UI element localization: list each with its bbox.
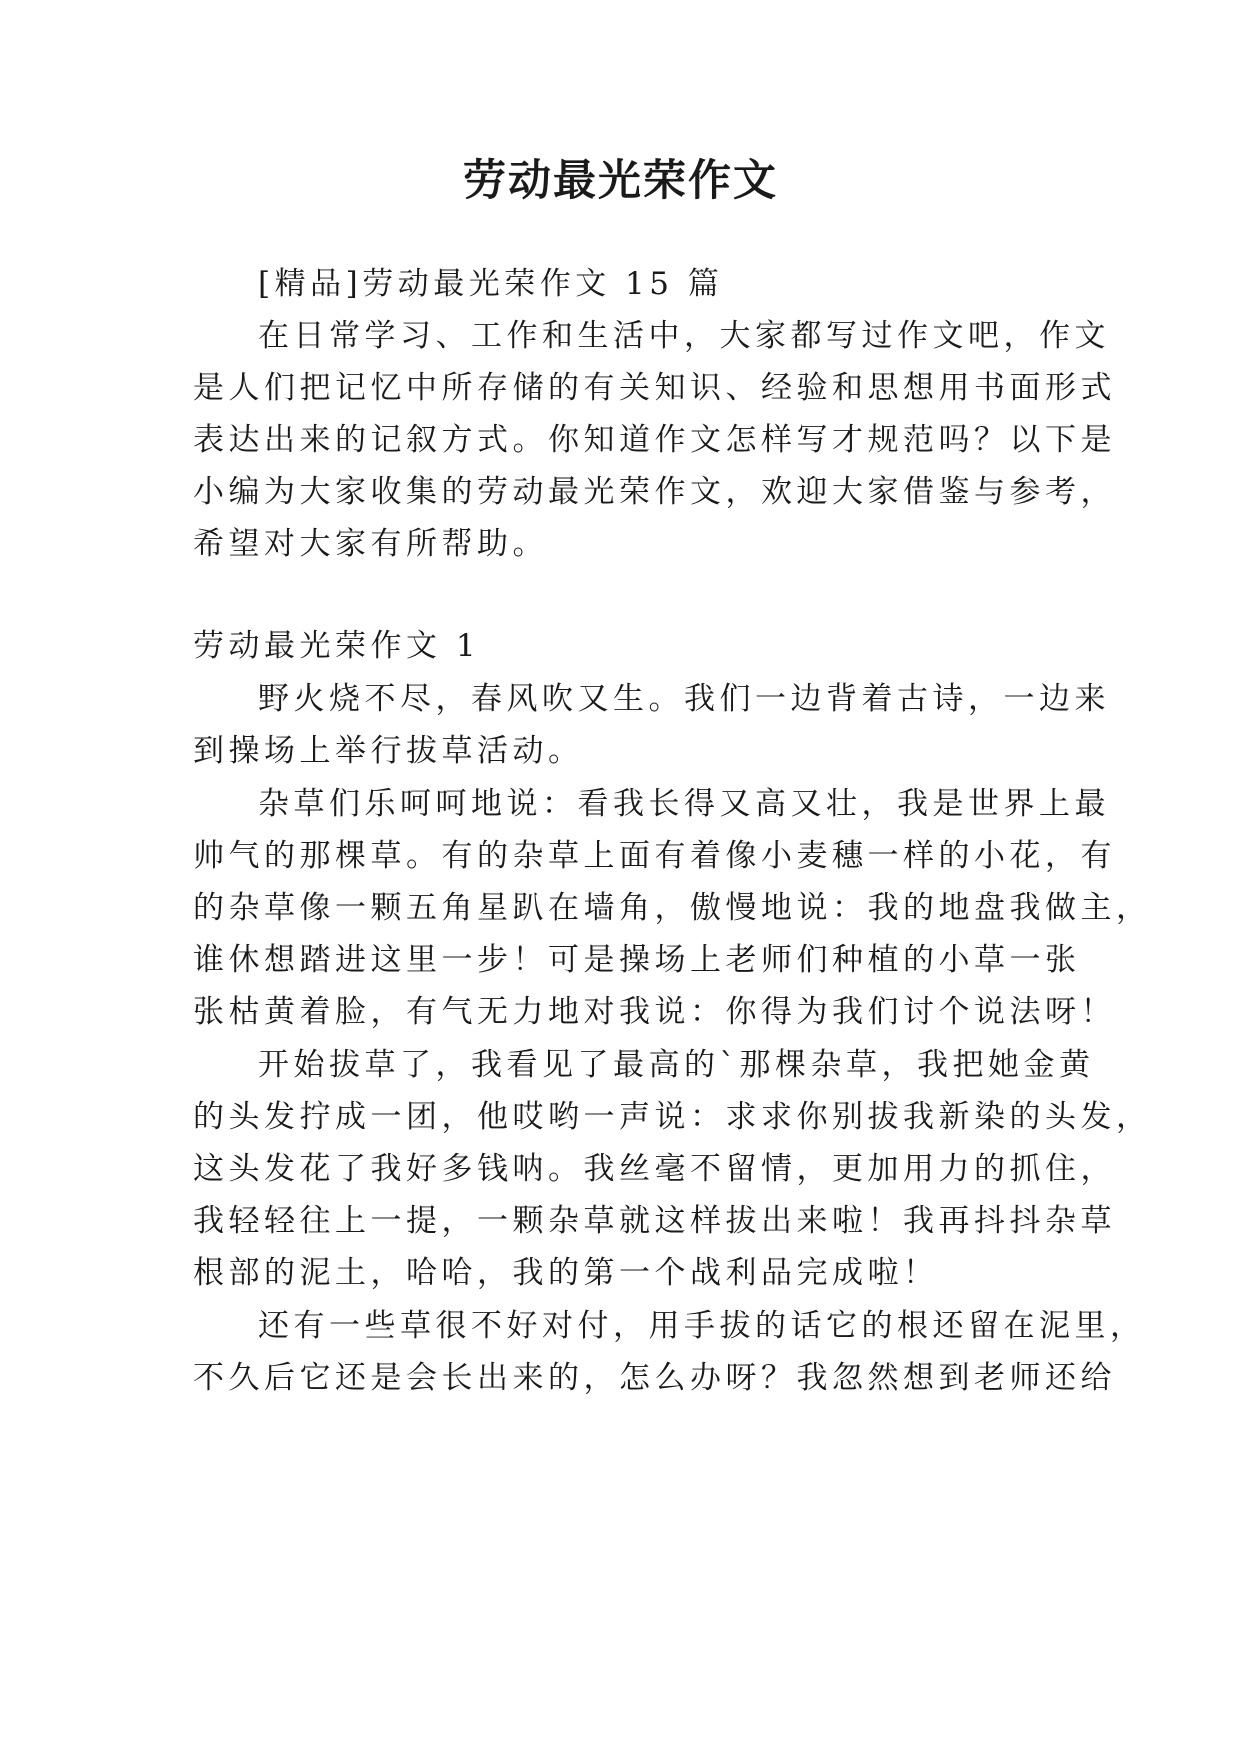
body-line: 谁休想踏进这里一步！可是操场上老师们种植的小草一张 — [193, 942, 1081, 978]
body-line: 帅气的那棵草。有的杂草上面有着像小麦穗一样的小花，有 — [193, 838, 1116, 874]
document-subtitle: [精品]劳动最光荣作文 15 篇 — [258, 266, 724, 302]
body-line: 的杂草像一颗五角星趴在墙角，傲慢地说：我的地盘我做主， — [193, 890, 1152, 926]
body-line: 我轻轻往上一提，一颗杂草就这样拔出来啦！我再抖抖杂草 — [193, 1203, 1116, 1239]
document-title: 劳动最光荣作文 — [463, 156, 778, 206]
intro-line: 是人们把记忆中所存储的有关知识、经验和思想用书面形式 — [193, 370, 1116, 406]
body-line: 杂草们乐呵呵地说：看我长得又高又壮，我是世界上最 — [258, 786, 1110, 822]
intro-line: 表达出来的记叙方式。你知道作文怎样写才规范吗？以下是 — [193, 422, 1116, 458]
body-line: 到操场上举行拔草活动。 — [193, 733, 584, 769]
intro-line: 在日常学习、工作和生活中，大家都写过作文吧，作文 — [258, 318, 1110, 354]
section-heading: 劳动最光荣作文 1 — [193, 628, 481, 664]
body-line: 的头发拧成一团，他哎哟一声说：求求你别拔我新染的头发， — [193, 1099, 1152, 1135]
body-line: 不久后它还是会长出来的，怎么办呀？我忽然想到老师还给 — [193, 1360, 1116, 1396]
intro-line: 希望对大家有所帮助。 — [193, 526, 548, 562]
body-line: 这头发花了我好多钱呐。我丝毫不留情，更加用力的抓住， — [193, 1151, 1116, 1187]
body-line: 根部的泥土，哈哈，我的第一个战利品完成啦！ — [193, 1255, 939, 1291]
body-line: 开始拔草了，我看见了最高的`那棵杂草，我把她金黄 — [258, 1047, 1095, 1083]
body-line: 还有一些草很不好对付，用手拔的话它的根还留在泥里， — [258, 1308, 1146, 1344]
body-line: 野火烧不尽，春风吹又生。我们一边背着古诗，一边来 — [258, 681, 1110, 717]
intro-line: 小编为大家收集的劳动最光荣作文，欢迎大家借鉴与参考， — [193, 474, 1116, 510]
body-line: 张枯黄着脸，有气无力地对我说：你得为我们讨个说法呀！ — [193, 994, 1116, 1030]
